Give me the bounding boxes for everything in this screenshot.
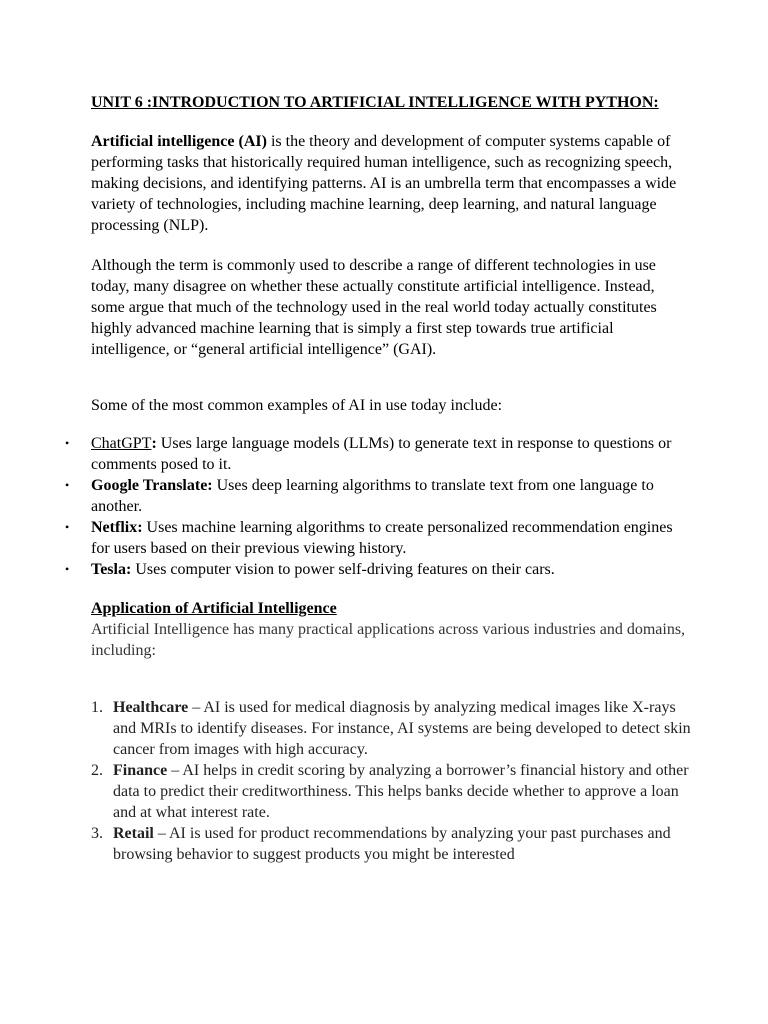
ai-term: Artificial intelligence (AI) — [91, 133, 267, 150]
list-item — [91, 697, 691, 760]
example-text: Uses deep learning algorithms to translate text from one language to another. — [91, 477, 654, 515]
bullet-icon: • — [65, 478, 70, 492]
document-title: UNIT 6 :INTRODUCTION TO ARTIFICIAL INTELLIGENCE WITH PYTHON: — [91, 94, 659, 111]
application-text: – AI is used for product recommendations by analyzing your past purchases and browsing behavior to suggest products you might be interested — [113, 825, 671, 863]
applications-intro: Artificial Intelligence has many practical applications across various industries and domains, including: — [91, 621, 686, 659]
list-item — [91, 823, 691, 865]
item-number: 2. — [91, 762, 103, 779]
bullet-icon: • — [65, 562, 70, 576]
application-name: Retail — [113, 825, 154, 842]
document-page — [65, 92, 691, 865]
application-name: Finance — [113, 762, 168, 779]
application-text: – AI is used for medical diagnosis by analyzing medical images like X-rays and MRIs to identify diseases. For instance, AI systems are being developed to detect skin cancer from images with high accuracy. — [113, 699, 691, 758]
examples-intro: Some of the most common examples of AI in use today include: — [91, 397, 503, 414]
example-separator: : — [151, 435, 157, 452]
applications-list — [91, 697, 691, 865]
bullet-icon: • — [65, 520, 70, 534]
item-number: 3. — [91, 825, 103, 842]
list-item — [65, 475, 691, 517]
example-text: Uses machine learning algorithms to create personalized recommendation engines for users based on their previous viewing history. — [91, 519, 673, 557]
applications-heading: Application of Artificial Intelligence — [91, 600, 337, 617]
example-name: Tesla: — [91, 561, 132, 578]
intro-paragraph-text: is the theory and development of computer systems capable of performing tasks that historically required human intelligence, such as recognizing speech, making decisions, and identifying patterns. AI is an umbrella term that encompasses a wide variety of technologies, including machine learning, deep learning, and natural language processing (NLP). — [91, 133, 677, 234]
intro-paragraph — [91, 131, 691, 236]
bullet-icon: • — [65, 436, 70, 450]
list-item — [65, 517, 691, 559]
list-item — [91, 760, 691, 823]
example-name: Google Translate: — [91, 477, 213, 494]
example-name[interactable]: ChatGPT — [91, 435, 152, 452]
application-text: – AI helps in credit scoring by analyzing a borrower’s financial history and other data to predict their creditworthiness. This helps banks decide whether to approve a loan and at what interest rate. — [113, 762, 689, 821]
examples-list — [65, 433, 691, 580]
example-name: Netflix: — [91, 519, 143, 536]
example-text: Uses large language models (LLMs) to generate text in response to questions or comments posed to it. — [91, 435, 672, 473]
example-text: Uses computer vision to power self-driving features on their cars. — [131, 561, 555, 578]
list-item — [65, 433, 691, 475]
list-item — [65, 559, 691, 580]
item-number: 1. — [91, 699, 103, 716]
application-name: Healthcare — [113, 699, 189, 716]
debate-paragraph: Although the term is commonly used to describe a range of different technologies in use today, many disagree on whether these actually constitute artificial intelligence. Instead, some argue that much of the technology used in the real world today actually constitutes highly advanced machine learning that is simply a first step towards true artificial intelligence, or “general artificial intelligence” (GAI). — [91, 257, 657, 358]
